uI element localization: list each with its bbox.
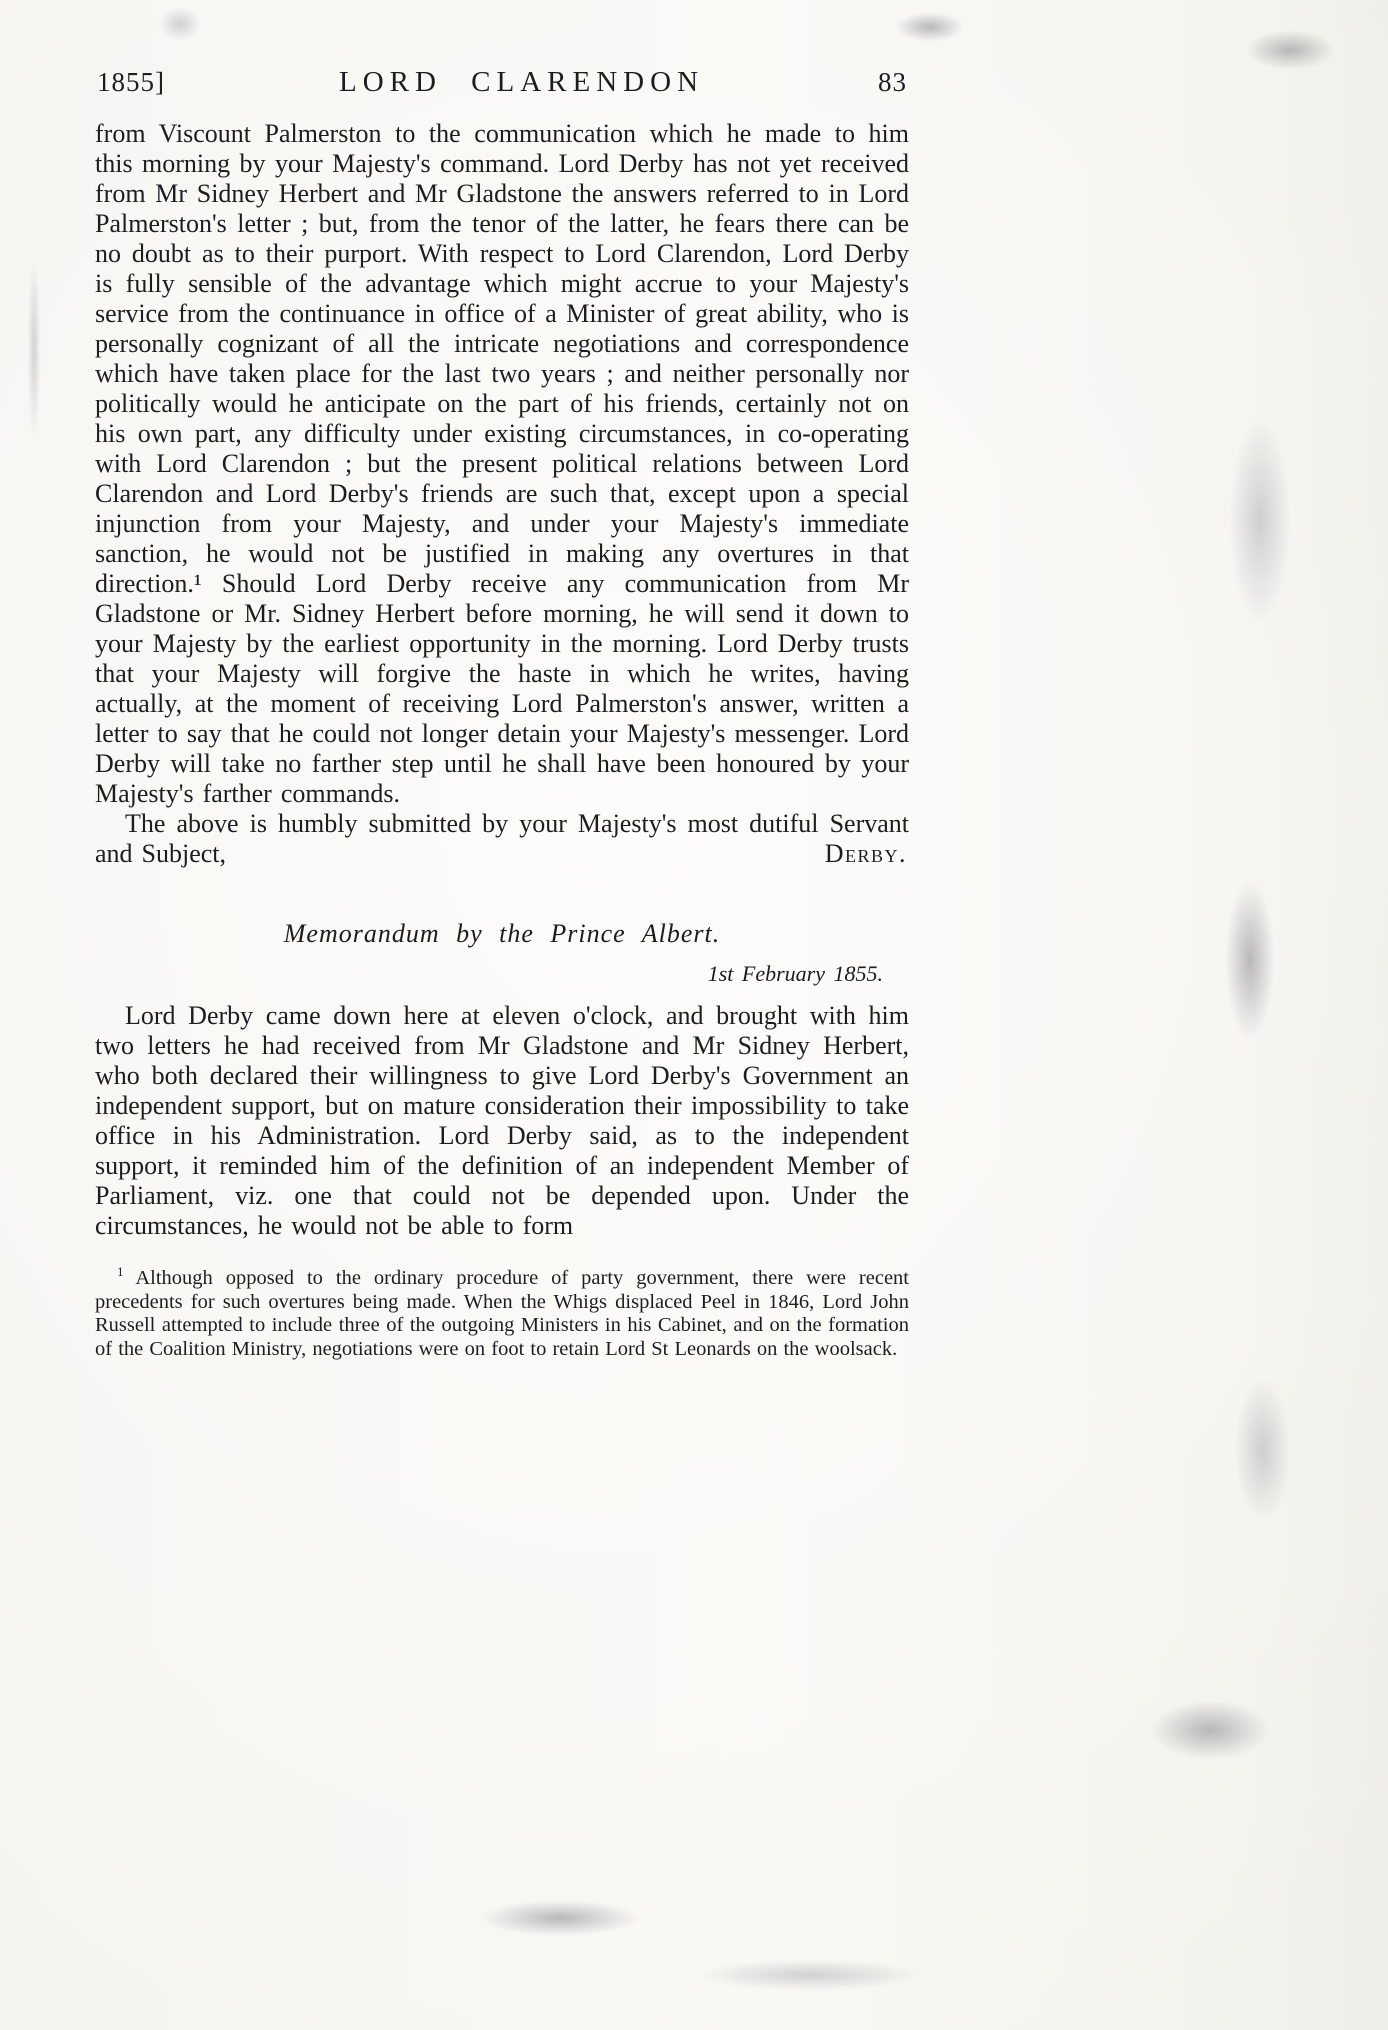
- scan-artifact: [1245, 30, 1335, 70]
- scan-artifact: [480, 1900, 640, 1936]
- scan-artifact: [1150, 1700, 1270, 1760]
- scan-artifact: [28, 258, 40, 438]
- scan-artifact: [160, 8, 200, 40]
- letter-body-paragraph: from Viscount Palmerston to the communication which he made to him this morning by your Majesty's command. Lord Derby has not yet received from Mr Sidney Herbert and Mr Gladstone the answers referred to in Lord Palmerston's letter ; but, from the tenor of the latter, he fears there can be no doubt as to their purport. With respect to Lord Clarendon, Lord Derby is fully sensible of the advantage which might accrue to your Majesty's service from the continuance in office of a Minister of great ability, who is personally cognizant of all the intricate negotiations and correspondence which have taken place for the last two years ; and neither personally nor politically would he anticipate on the part of his friends, certainly not on his own part, any difficulty under existing circumstances, in co-operating with Lord Clarendon ; but the present political relations between Lord Clarendon and Lord Derby's friends are such that, except upon a special injunction from your Majesty, and under your Majesty's immediate sanction, he would not be justified in making any overtures in that direction.¹ Should Lord Derby receive any communication from Mr Gladstone or Mr. Sidney Herbert before morning, he will send it down to your Majesty by the earliest opportunity in the morning. Lord Derby trusts that your Majesty will forgive the haste in which he writes, having actually, at the moment of receiving Lord Palmerston's answer, written a letter to say that he could not longer detain your Majesty's messenger. Lord Derby will take no farther step until he shall have been honoured by your Majesty's farther commands.: [95, 119, 909, 808]
- running-header: [95, 66, 909, 99]
- scan-artifact: [1225, 880, 1275, 1040]
- memorandum-section: [95, 919, 909, 1241]
- memorandum-dateline: 1st February 1855.: [707, 961, 883, 986]
- page-content: [95, 66, 909, 1361]
- header-page-number: 83: [878, 67, 907, 97]
- header-year: 1855]: [97, 67, 165, 97]
- scan-artifact: [1230, 420, 1290, 620]
- scan-artifact: [895, 12, 965, 42]
- memorandum-heading: Memorandum by the Prince Albert.: [283, 919, 721, 948]
- memorandum-body-paragraph: Lord Derby came down here at eleven o'clock, and brought with him two letters he had received from Mr Gladstone and Mr Sidney Herbert, who both declared their willingness to give Lord Derby's Government an independent support, but on mature consideration their impossibility to take office in his Administration. Lord Derby said, as to the independent support, it reminded him of the definition of an independent Member of Parliament, viz. one that could not be depended upon. Under the circumstances, he would not be able to form: [95, 1001, 909, 1240]
- header-title: LORD CLARENDON: [338, 66, 705, 98]
- letter-closing-text: The above is humbly submitted by your Majesty's most dutiful Servant and Subject,: [95, 809, 909, 868]
- letter-section: [95, 119, 909, 869]
- scan-artifact: [700, 1960, 920, 1990]
- footnote: [95, 1264, 909, 1361]
- scan-artifact: [1235, 1380, 1290, 1520]
- letter-closing-paragraph: [95, 809, 909, 869]
- footnote-text: Although opposed to the ordinary procedure of party government, there were recent precedents for such overtures being made. When the Whigs displaced Peel in 1846, Lord John Russell attempted to include three of the outgoing Ministers in his Cabinet, and on the formation of the Coalition Ministry, negotiations were on foot to retain Lord St Leonards on the woolsack.: [95, 1267, 909, 1360]
- letter-signature: Derby.: [824, 839, 907, 868]
- footnote-marker: 1: [117, 1264, 124, 1280]
